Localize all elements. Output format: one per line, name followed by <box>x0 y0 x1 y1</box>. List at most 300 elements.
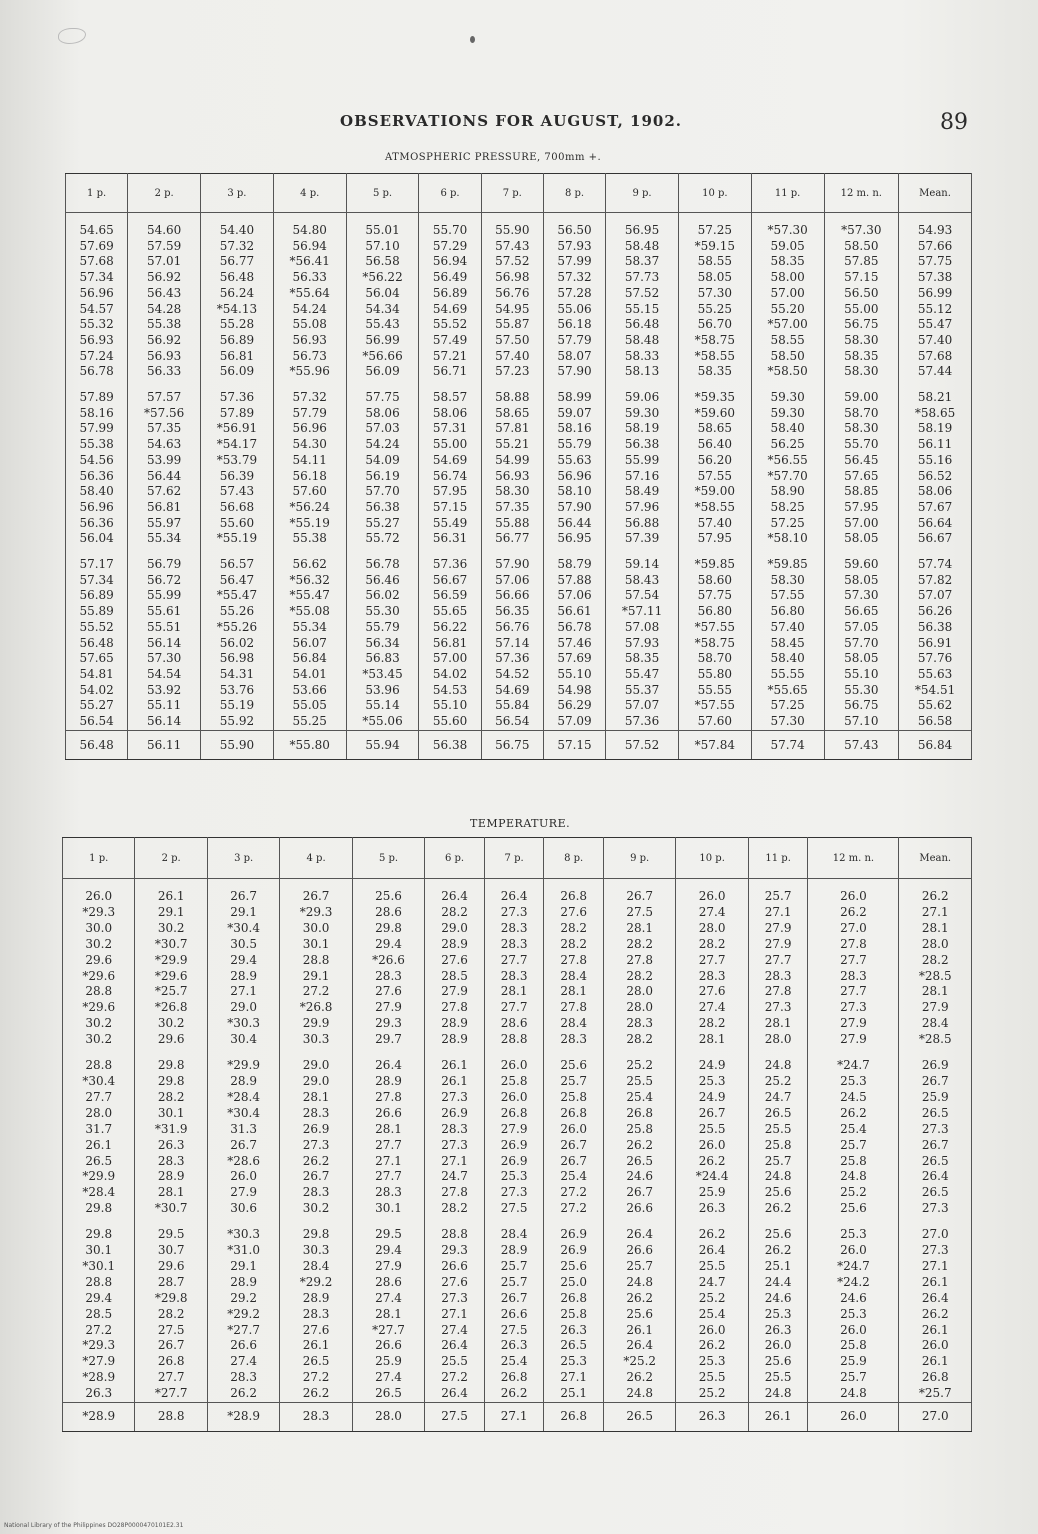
mean-value: *28.9 <box>207 1403 279 1432</box>
reading-value: 57.34 <box>79 270 114 285</box>
reading-value: 28.9 <box>441 936 468 951</box>
page-title: OBSERVATIONS FOR AUGUST, 1902. <box>340 112 683 130</box>
reading-value: *30.7 <box>154 936 188 951</box>
reading-value: *25.7 <box>154 984 188 999</box>
reading-value: 58.60 <box>697 572 732 587</box>
mean-value: 57.43 <box>824 730 899 759</box>
reading-value: 57.40 <box>495 348 530 363</box>
value-cell <box>66 213 128 381</box>
value-cell <box>603 1048 675 1217</box>
column-header: 1 p. <box>66 174 128 213</box>
reading-value: 56.99 <box>917 285 953 300</box>
value-cell <box>544 1217 604 1402</box>
value-cell <box>751 547 824 730</box>
reading-value: 31.3 <box>230 1121 257 1136</box>
reading-value: 26.6 <box>626 1201 654 1216</box>
reading-value: 28.2 <box>698 936 726 951</box>
value-cell <box>352 1217 424 1402</box>
reading-value: 57.99 <box>79 421 114 436</box>
reading-value: 28.3 <box>500 920 528 935</box>
reading-value: 27.8 <box>560 952 588 967</box>
reading-value: 25.4 <box>840 1121 867 1136</box>
reading-value: 26.2 <box>302 1386 330 1401</box>
reading-value: 55.70 <box>844 437 879 452</box>
reading-value: 28.8 <box>85 1274 113 1289</box>
reading-value: *30.4 <box>227 1105 260 1120</box>
reading-value: 25.7 <box>840 1137 867 1152</box>
reading-value: 56.18 <box>292 468 327 483</box>
reading-value: 26.8 <box>500 1105 528 1120</box>
reading-value: 57.44 <box>917 364 953 379</box>
reading-value: 30.5 <box>230 936 257 951</box>
value-cell <box>481 213 543 381</box>
reading-value: 26.3 <box>500 1338 528 1353</box>
reading-value: *55.47 <box>289 588 330 603</box>
reading-value: *28.4 <box>227 1089 260 1104</box>
value-cell <box>484 1048 544 1217</box>
reading-value: 55.10 <box>844 666 879 681</box>
value-cell <box>66 547 128 730</box>
reading-value: 31.7 <box>85 1121 113 1136</box>
reading-value: 27.6 <box>441 1274 468 1289</box>
reading-value: 29.4 <box>85 1290 113 1305</box>
reading-value: 26.1 <box>302 1338 330 1353</box>
reading-value: *57.70 <box>767 468 808 483</box>
reading-value: 27.6 <box>302 1322 330 1337</box>
reading-value: *26.6 <box>372 952 405 967</box>
reading-value: 27.4 <box>230 1354 257 1369</box>
reading-value: 27.9 <box>230 1185 257 1200</box>
value-cell <box>419 380 481 547</box>
reading-value: 24.8 <box>626 1274 654 1289</box>
reading-value: 26.8 <box>626 1105 654 1120</box>
reading-value: *57.56 <box>143 405 185 420</box>
reading-value: 26.9 <box>560 1243 588 1258</box>
reading-value: 56.24 <box>219 285 255 300</box>
value-cell <box>808 879 899 1049</box>
reading-value: 25.7 <box>764 889 792 903</box>
reading-value: 54.54 <box>146 666 182 681</box>
reading-value: 26.5 <box>921 1105 949 1120</box>
reading-value: 30.1 <box>302 936 330 951</box>
value-cell <box>352 1048 424 1217</box>
reading-value: 58.35 <box>697 364 732 379</box>
reading-value: 28.0 <box>764 1032 792 1047</box>
value-cell <box>352 879 424 1049</box>
reading-value: 56.89 <box>219 332 255 347</box>
reading-value: 26.4 <box>375 1058 402 1073</box>
reading-value: 57.52 <box>495 254 530 269</box>
reading-value: 29.6 <box>85 952 113 967</box>
reading-value: 56.96 <box>557 468 592 483</box>
reading-value: 56.38 <box>365 499 400 514</box>
reading-value: 56.34 <box>365 635 400 650</box>
reading-value: 57.73 <box>624 270 660 285</box>
reading-value: 28.2 <box>441 1201 468 1216</box>
reading-value: 26.0 <box>560 1121 588 1136</box>
reading-value: *54.51 <box>914 682 956 697</box>
reading-value: 28.3 <box>500 936 528 951</box>
reading-value: 28.9 <box>230 968 257 983</box>
reading-value: *54.17 <box>216 437 258 452</box>
reading-value: 58.40 <box>770 421 805 436</box>
reading-value: 30.2 <box>85 1032 113 1047</box>
reading-value: 56.48 <box>79 635 114 650</box>
reading-value: 27.9 <box>840 1016 867 1031</box>
reading-value: 26.1 <box>441 1058 468 1073</box>
value-cell <box>678 380 751 547</box>
reading-value: 58.50 <box>770 348 805 363</box>
reading-value: 25.2 <box>840 1185 867 1200</box>
reading-value: 55.34 <box>146 531 182 546</box>
reading-value: 30.1 <box>157 1105 185 1120</box>
reading-value: 25.2 <box>764 1073 792 1088</box>
reading-value: 26.7 <box>302 889 330 903</box>
mean-value: 26.5 <box>603 1403 675 1432</box>
reading-value: 55.97 <box>146 515 182 530</box>
reading-value: 29.2 <box>230 1290 257 1305</box>
reading-value: 28.5 <box>441 968 468 983</box>
reading-value: 26.4 <box>626 1227 654 1242</box>
mean-value: 28.8 <box>135 1403 207 1432</box>
reading-value: 56.26 <box>917 604 953 619</box>
reading-value: 26.0 <box>921 1338 949 1353</box>
reading-value: 57.54 <box>624 588 660 603</box>
reading-value: 57.32 <box>292 390 327 405</box>
reading-value: *29.9 <box>154 952 188 967</box>
reading-value: 53.92 <box>146 682 182 697</box>
reading-value: 58.10 <box>557 484 592 499</box>
reading-value: 54.53 <box>432 682 468 697</box>
reading-value: 27.9 <box>375 1000 402 1015</box>
reading-value: *58.75 <box>694 332 735 347</box>
reading-value: 28.9 <box>441 1032 468 1047</box>
reading-value: 55.12 <box>917 301 953 316</box>
reading-value: 28.1 <box>302 1089 330 1104</box>
reading-value: 26.0 <box>840 889 867 903</box>
reading-value: 27.4 <box>698 1000 726 1015</box>
reading-value: 29.3 <box>375 1016 402 1031</box>
reading-value: *24.7 <box>837 1058 870 1073</box>
reading-value: 29.1 <box>157 904 185 919</box>
reading-value: 27.3 <box>302 1137 330 1152</box>
reading-value: 57.93 <box>624 635 660 650</box>
value-cell <box>280 1217 352 1402</box>
reading-value: 57.68 <box>79 254 114 269</box>
reading-value: 58.50 <box>844 238 879 253</box>
reading-value: 25.6 <box>560 1258 588 1273</box>
reading-value: 27.3 <box>840 1000 867 1015</box>
reading-value: 57.79 <box>292 405 327 420</box>
reading-value: 57.16 <box>624 468 660 483</box>
reading-value: 26.0 <box>840 1243 867 1258</box>
reading-value: *28.6 <box>227 1153 260 1168</box>
reading-value: 58.06 <box>917 484 953 499</box>
value-cell <box>273 547 346 730</box>
mean-value: 27.0 <box>899 1403 972 1432</box>
reading-value: 27.5 <box>157 1322 185 1337</box>
reading-value: 57.25 <box>770 698 805 713</box>
reading-value: 26.0 <box>698 1137 726 1152</box>
reading-value: *31.0 <box>227 1243 260 1258</box>
reading-value: 55.16 <box>917 452 953 467</box>
reading-value: 26.7 <box>500 1290 528 1305</box>
reading-value: 57.95 <box>697 531 732 546</box>
mean-value: 26.0 <box>808 1403 899 1432</box>
reading-value: 25.4 <box>500 1354 528 1369</box>
reading-value: 57.00 <box>770 285 805 300</box>
reading-value: 29.1 <box>230 904 257 919</box>
reading-value: 27.6 <box>375 984 402 999</box>
reading-value: *55.19 <box>216 531 258 546</box>
reading-value: 56.74 <box>432 468 468 483</box>
reading-value: 55.80 <box>697 666 732 681</box>
reading-value: 25.6 <box>764 1185 792 1200</box>
reading-value: 29.8 <box>85 1227 113 1242</box>
value-cell <box>135 1048 207 1217</box>
reading-value: 55.72 <box>365 531 400 546</box>
reading-value: 25.3 <box>840 1073 867 1088</box>
reading-value: 28.3 <box>626 1016 654 1031</box>
reading-value: 58.19 <box>917 421 953 436</box>
mean-value: 27.1 <box>484 1403 544 1432</box>
reading-value: 58.06 <box>432 405 468 420</box>
reading-value: 25.6 <box>375 889 402 903</box>
reading-value: 27.3 <box>441 1290 468 1305</box>
reading-value: 28.8 <box>441 1227 468 1242</box>
reading-value: 56.93 <box>79 332 114 347</box>
reading-value: *27.7 <box>154 1386 188 1401</box>
reading-value: 26.9 <box>441 1105 468 1120</box>
reading-value: 24.8 <box>764 1386 792 1401</box>
reading-value: 27.2 <box>560 1201 588 1216</box>
value-cell <box>280 879 352 1049</box>
reading-value: 27.9 <box>764 936 792 951</box>
reading-value: 24.9 <box>698 1058 726 1073</box>
reading-value: 57.14 <box>495 635 530 650</box>
reading-value: 26.1 <box>85 1137 113 1152</box>
reading-value: 58.37 <box>624 254 660 269</box>
reading-value: 27.6 <box>441 952 468 967</box>
reading-value: 26.6 <box>441 1258 468 1273</box>
pressure-table <box>65 173 972 760</box>
reading-value: 57.36 <box>432 557 468 572</box>
reading-value: 26.7 <box>626 889 654 903</box>
value-cell <box>678 213 751 381</box>
reading-value: 57.35 <box>495 499 530 514</box>
value-cell <box>824 213 899 381</box>
reading-value: 28.3 <box>840 968 867 983</box>
reading-value: 56.43 <box>146 285 182 300</box>
reading-value: *29.3 <box>82 1338 116 1353</box>
reading-value: 57.90 <box>557 499 592 514</box>
reading-value: 57.74 <box>917 557 953 572</box>
reading-value: 26.1 <box>157 889 185 903</box>
reading-value: 56.99 <box>365 332 400 347</box>
reading-value: 56.07 <box>292 635 327 650</box>
reading-value: 25.3 <box>764 1306 792 1321</box>
value-cell <box>63 1048 135 1217</box>
reading-value: 25.8 <box>560 1306 588 1321</box>
reading-value: 28.2 <box>157 1306 185 1321</box>
reading-value: 57.75 <box>365 390 400 405</box>
reading-value: 29.4 <box>375 1243 402 1258</box>
reading-value: 28.1 <box>921 920 949 935</box>
reading-value: *28.4 <box>82 1185 116 1200</box>
value-cell <box>425 879 485 1049</box>
value-cell <box>207 879 279 1049</box>
reading-value: 28.4 <box>921 1016 949 1031</box>
value-cell <box>899 1217 972 1402</box>
reading-value: 26.4 <box>921 1290 949 1305</box>
reading-value: 26.3 <box>85 1386 113 1401</box>
reading-value: 58.48 <box>624 238 660 253</box>
reading-value: 57.62 <box>146 484 182 499</box>
reading-value: 56.48 <box>219 270 255 285</box>
reading-value: 28.1 <box>375 1306 402 1321</box>
value-cell <box>606 380 679 547</box>
reading-value: 28.6 <box>500 1016 528 1031</box>
reading-value: *28.5 <box>918 1032 952 1047</box>
column-header: Mean. <box>899 838 972 879</box>
reading-value: 25.7 <box>500 1258 528 1273</box>
reading-value: 29.8 <box>85 1201 113 1216</box>
reading-value: 57.46 <box>557 635 592 650</box>
reading-value: 59.30 <box>624 405 660 420</box>
reading-value: 28.4 <box>560 968 588 983</box>
day-group-row <box>66 547 972 730</box>
reading-value: 25.3 <box>698 1354 726 1369</box>
reading-value: *55.26 <box>216 619 258 634</box>
reading-value: 26.0 <box>500 1058 528 1073</box>
reading-value: 26.9 <box>500 1137 528 1152</box>
reading-value: 25.7 <box>840 1370 867 1385</box>
reading-value: 58.30 <box>844 421 879 436</box>
reading-value: 26.6 <box>500 1306 528 1321</box>
value-cell <box>425 1217 485 1402</box>
reading-value: 24.8 <box>840 1386 867 1401</box>
reading-value: 57.15 <box>844 270 879 285</box>
reading-value: 26.7 <box>921 1073 949 1088</box>
reading-value: 29.3 <box>441 1243 468 1258</box>
reading-value: 58.05 <box>844 651 879 666</box>
reading-value: 58.13 <box>624 364 660 379</box>
reading-value: 28.1 <box>921 984 949 999</box>
reading-value: 27.1 <box>921 1258 949 1273</box>
reading-value: 55.89 <box>79 604 114 619</box>
reading-value: 55.99 <box>146 588 182 603</box>
reading-value: 26.1 <box>921 1274 949 1289</box>
reading-value: 55.65 <box>432 604 468 619</box>
reading-value: 54.99 <box>495 452 530 467</box>
reading-value: 56.62 <box>292 557 327 572</box>
reading-value: 26.0 <box>230 1169 257 1184</box>
reading-value: 25.4 <box>698 1306 726 1321</box>
reading-value: 55.99 <box>624 452 660 467</box>
reading-value: 26.2 <box>698 1338 726 1353</box>
reading-value: 57.00 <box>432 651 468 666</box>
reading-value: 27.5 <box>500 1201 528 1216</box>
reading-value: *57.55 <box>694 619 735 634</box>
reading-value: 56.49 <box>432 270 468 285</box>
reading-value: 56.64 <box>917 515 953 530</box>
reading-value: 26.4 <box>921 1169 949 1184</box>
reading-value: 28.9 <box>230 1274 257 1289</box>
reading-value: 30.6 <box>230 1201 257 1216</box>
reading-value: 29.5 <box>375 1227 402 1242</box>
reading-value: 25.7 <box>764 1153 792 1168</box>
reading-value: 59.06 <box>624 390 660 405</box>
reading-value: 57.67 <box>917 499 953 514</box>
reading-value: 27.0 <box>921 1227 949 1242</box>
reading-value: 55.20 <box>770 301 805 316</box>
mean-value: 26.8 <box>544 1403 604 1432</box>
reading-value: 58.30 <box>770 572 805 587</box>
reading-value: 58.49 <box>624 484 660 499</box>
reading-value: 28.2 <box>441 904 468 919</box>
reading-value: 25.6 <box>626 1306 654 1321</box>
column-header: 11 p. <box>748 838 808 879</box>
column-header: Mean. <box>899 174 972 213</box>
reading-value: 56.96 <box>79 285 114 300</box>
reading-value: 58.55 <box>770 332 805 347</box>
reading-value: 27.1 <box>764 904 792 919</box>
reading-value: 56.31 <box>432 531 468 546</box>
reading-value: 55.43 <box>365 317 400 332</box>
reading-value: 54.28 <box>146 301 182 316</box>
reading-value: 26.2 <box>626 1137 654 1152</box>
reading-value: 54.81 <box>79 666 114 681</box>
reading-value: *54.13 <box>216 301 258 316</box>
reading-value: 27.9 <box>441 984 468 999</box>
reading-value: 57.31 <box>432 421 468 436</box>
reading-value: 27.7 <box>500 952 528 967</box>
reading-value: 28.3 <box>230 1370 257 1385</box>
reading-value: 55.61 <box>146 604 182 619</box>
reading-value: 25.3 <box>500 1169 528 1184</box>
mean-row <box>63 1403 972 1432</box>
reading-value: 28.3 <box>441 1121 468 1136</box>
reading-value: 27.1 <box>441 1306 468 1321</box>
reading-value: *57.30 <box>841 223 882 237</box>
reading-value: 56.36 <box>79 468 114 483</box>
reading-value: 57.43 <box>495 238 530 253</box>
reading-value: 57.25 <box>697 223 732 237</box>
reading-value: 28.4 <box>500 1227 528 1242</box>
reading-value: *58.65 <box>914 405 956 420</box>
reading-value: 25.5 <box>764 1121 792 1136</box>
reading-value: 56.98 <box>495 270 530 285</box>
reading-value: 55.10 <box>557 666 592 681</box>
reading-value: 28.2 <box>698 1016 726 1031</box>
reading-value: 24.8 <box>764 1169 792 1184</box>
column-header: 3 p. <box>201 174 274 213</box>
reading-value: 57.39 <box>624 531 660 546</box>
reading-value: 26.2 <box>302 1153 330 1168</box>
reading-value: *56.91 <box>216 421 258 436</box>
column-header: 7 p. <box>481 174 543 213</box>
reading-value: 57.59 <box>146 238 182 253</box>
reading-value: 26.8 <box>157 1354 185 1369</box>
reading-value: 58.16 <box>79 405 114 420</box>
reading-value: 57.82 <box>917 572 953 587</box>
reading-value: *59.00 <box>694 484 735 499</box>
reading-value: 57.90 <box>557 364 592 379</box>
reading-value: 26.3 <box>698 1201 726 1216</box>
reading-value: 56.39 <box>219 468 255 483</box>
reading-value: 28.8 <box>500 1032 528 1047</box>
reading-value: 28.1 <box>500 984 528 999</box>
